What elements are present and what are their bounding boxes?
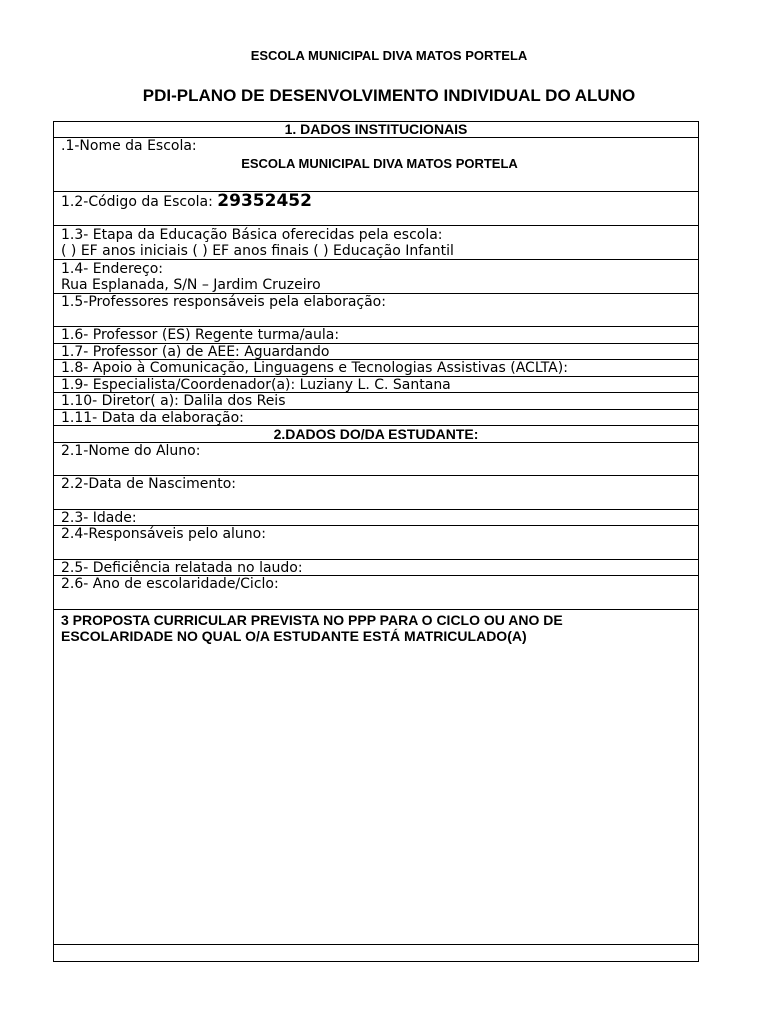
education-stage-cell [54,226,698,260]
address-value: Rua Esplanada, S/N – Jardim Cruzeiro [61,277,321,293]
address-cell [54,260,698,294]
curricular-proposal-title-line2: ESCOLARIDADE NO QUAL O/A ESTUDANTE ESTÁ MATRICULADO(A) [61,628,527,644]
coordinator-cell: 1.9- Especialista/Coordenador(a): Luziany L. C. Santana [54,377,698,393]
school-name-cell [54,138,698,192]
elaboration-date-cell: 1.11- Data da elaboração: [54,410,698,426]
pdi-form-table [53,121,699,962]
education-stage-options: ( ) EF anos iniciais ( ) EF anos finais ( ) Educação Infantil [61,243,454,259]
guardians-cell: 2.4-Responsáveis pelo aluno: [54,526,698,560]
school-name-label: .1-Nome da Escola: [61,138,197,154]
school-code-value: 29352452 [217,192,312,211]
section2-title: 2.DADOS DO/DA ESTUDANTE: [54,426,698,443]
address-label: 1.4- Endereço: [61,261,164,277]
empty-bottom-row [54,945,698,960]
section1-title: 1. DADOS INSTITUCIONAIS [54,122,698,138]
aclta-cell: 1.8- Apoio à Comunicação, Linguagens e Tecnologias Assistivas (ACLTA): [54,360,698,377]
curricular-proposal-title-line1: 3 PROPOSTA CURRICULAR PREVISTA NO PPP PARA O CICLO OU ANO DE [61,612,563,628]
birth-date-cell: 2.2-Data de Nascimento: [54,476,698,510]
education-stage-label: 1.3- Etapa da Educação Básica oferecidas pela escola: [61,227,443,243]
aee-teacher-cell: 1.7- Professor (a) de AEE: Aguardando [54,344,698,360]
age-cell: 2.3- Idade: [54,510,698,526]
curricular-proposal-cell [54,610,698,945]
school-code-label: 1.2-Código da Escola: [61,194,218,210]
document-title: PDI-PLANO DE DESENVOLVIMENTO INDIVIDUAL DO ALUNO [142,86,636,105]
regent-teacher-cell: 1.6- Professor (ES) Regente turma/aula: [54,327,698,344]
school-year-cell: 2.6- Ano de escolaridade/Ciclo: [54,576,698,610]
student-name-cell: 2.1-Nome do Aluno: [54,443,698,476]
teachers-cell: 1.5-Professores responsáveis pela elaboração: [54,294,698,327]
school-header: ESCOLA MUNICIPAL DIVA MATOS PORTELA [250,48,528,63]
disability-cell: 2.5- Deficiência relatada no laudo: [54,560,698,576]
school-name-value: ESCOLA MUNICIPAL DIVA MATOS PORTELA [241,156,518,171]
school-code-cell [54,192,698,226]
director-cell: 1.10- Diretor( a): Dalila dos Reis [54,393,698,410]
